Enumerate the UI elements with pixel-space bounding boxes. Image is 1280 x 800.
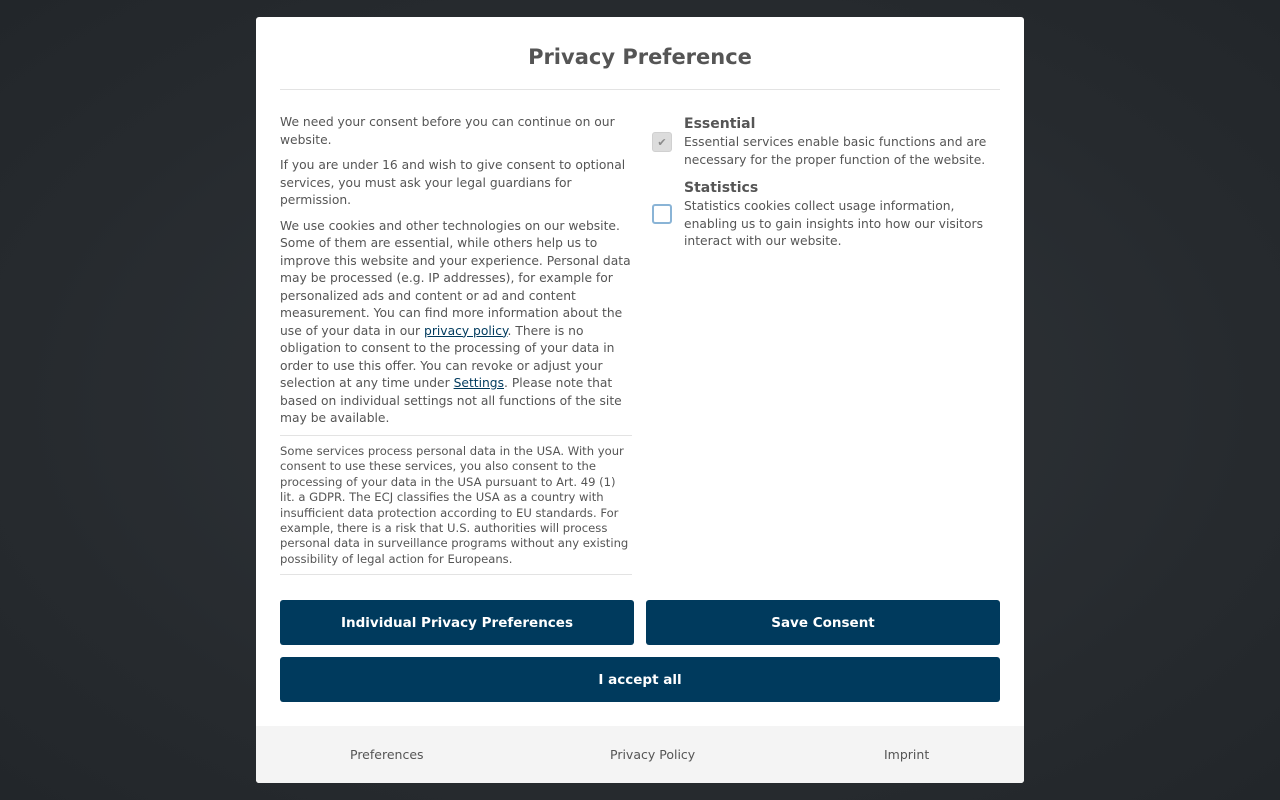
consent-group-essential [652,115,1000,169]
footer-preferences-link[interactable]: Preferences [350,747,424,762]
intro-text-part-1: We use cookies and other technologies on our website. Some of them are essential, while others help us to improve this website and your experience. Personal data may be processed (e.g. IP addresses), for example for personalized ads and content or ad and content measurement. You can find more information about the use of your data in our [280,218,631,338]
consent-group-name: Statistics [684,180,759,196]
consent-groups [652,115,1000,261]
intro-text-part-3: . Please note that based on individual settings not all functions of the site may be available. [280,376,622,425]
check-icon: ✔ [657,135,667,149]
title-divider [280,89,1000,90]
settings-link[interactable]: Settings [453,376,505,390]
save-consent-button[interactable]: Save Consent [646,600,1000,645]
intro-text-part-2: . There is no obligation to consent to the processing of your data in order to use this offer. You can revoke or adjust your selection at any time under [280,323,615,390]
footer-imprint-link[interactable]: Imprint [884,747,930,762]
consent-group-description: Essential services enable basic functions and are necessary for the proper function of the website. [684,135,987,167]
privacy-preference-dialog [256,17,1024,783]
intro-paragraph-1: We need your consent before you can continue on our website. [280,115,615,147]
dialog-title: Privacy Preference [528,45,752,69]
intro-paragraph-3 [280,218,632,428]
consent-group-statistics[interactable] [652,179,1000,251]
footer-privacy-policy-link[interactable]: Privacy Policy [610,747,696,762]
individual-privacy-preferences-button[interactable]: Individual Privacy Preferences [280,600,634,645]
privacy-policy-link[interactable]: privacy policy [424,323,508,338]
usa-data-notice: Some services process personal data in the USA. With your consent to use these services, you also consent to the processing of your data in the USA pursuant to Art. 49 (1) lit. a GDPR. The ECJ classifies the USA as a country with insufficient data protection according to EU standards. For example, there is a risk that U.S. authorities will process personal data in surveillance programs without any existing possibility of legal action for Europeans. [280,435,632,575]
accept-all-button[interactable]: I accept all [280,657,1000,702]
intro-paragraph-2: If you are under 16 and wish to give consent to optional services, you must ask your legal guardians for permission. [280,158,626,207]
consent-intro [280,114,632,436]
consent-group-name: Essential [684,116,756,132]
consent-group-description: Statistics cookies collect usage information, enabling us to gain insights into how our visitors interact with our website. [684,199,983,248]
dialog-footer [256,726,1024,783]
